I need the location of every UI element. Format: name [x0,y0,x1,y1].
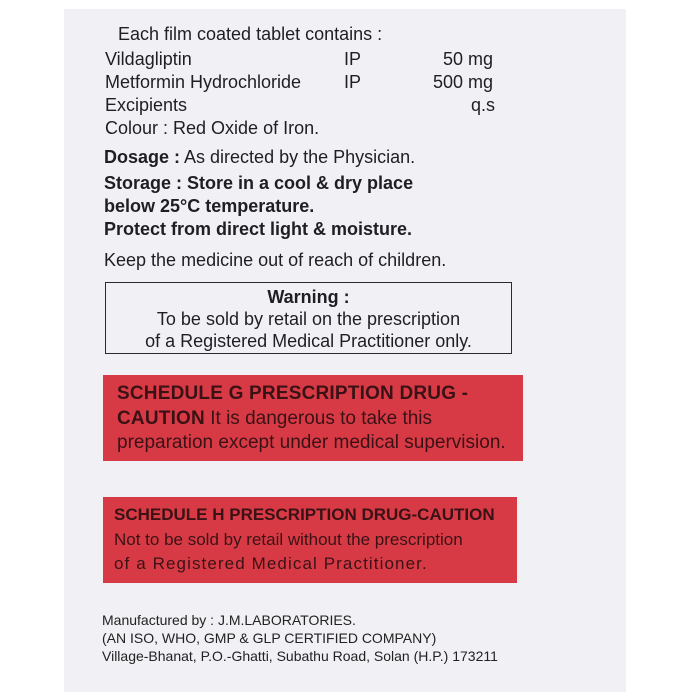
schedule-g-line-2 [117,408,432,430]
ingredient-amount: q.s [470,95,495,115]
manufacturer-line-1: Manufactured by : J.M.LABORATORIES. [102,612,356,628]
ingredient-standard: IP [344,72,362,92]
schedule-g-caution: CAUTION [117,408,205,429]
schedule-g-caution-text: It is dangerous to take this [204,408,433,429]
dosage-line [104,147,415,168]
warning-box [105,282,512,354]
ingredient-name: Excipients [105,95,188,115]
ingredient-name: Vildagliptin [105,49,192,69]
storage-line-3: Protect from direct light & moisture. [104,219,413,239]
colour-line: Colour : Red Oxide of Iron. [105,118,320,138]
warning-title: Warning : [267,287,350,307]
dosage-label: Dosage : [104,147,181,167]
schedule-g-title: SCHEDULE G PRESCRIPTION DRUG - [117,383,469,404]
manufacturer-line-2: (AN ISO, WHO, GMP & GLP CERTIFIED COMPANY) [102,630,437,646]
ingredient-name: Metformin Hydrochloride [105,72,302,92]
ingredient-amount: 50 mg [442,49,493,69]
ingredient-standard: IP [344,49,362,69]
schedule-h-box [103,497,517,583]
keep-away-notice: Keep the medicine out of reach of children. [104,250,447,270]
schedule-g-box [103,375,523,461]
ingredient-amount: 500 mg [432,72,493,92]
warning-line-1: To be sold by retail on the prescription [156,309,461,329]
dosage-text: As directed by the Physician. [180,147,416,167]
schedule-h-line-2: Not to be sold by retail without the prescription [114,530,463,549]
schedule-g-line-3: preparation except under medical supervision. [117,432,506,453]
storage-line-2: below 25°C temperature. [104,196,315,216]
warning-line-2: of a Registered Medical Practitioner only. [145,331,472,351]
manufacturer-address: Village-Bhanat, P.O.-Ghatti, Subathu Road, Solan (H.P.) 173211 [102,648,498,664]
storage-line-1: Storage : Store in a cool & dry place [104,173,414,193]
schedule-h-line-3: of a Registered Medical Practitioner. [114,554,428,573]
schedule-h-title: SCHEDULE H PRESCRIPTION DRUG-CAUTION [114,505,495,524]
composition-heading: Each film coated tablet contains : [118,24,383,44]
